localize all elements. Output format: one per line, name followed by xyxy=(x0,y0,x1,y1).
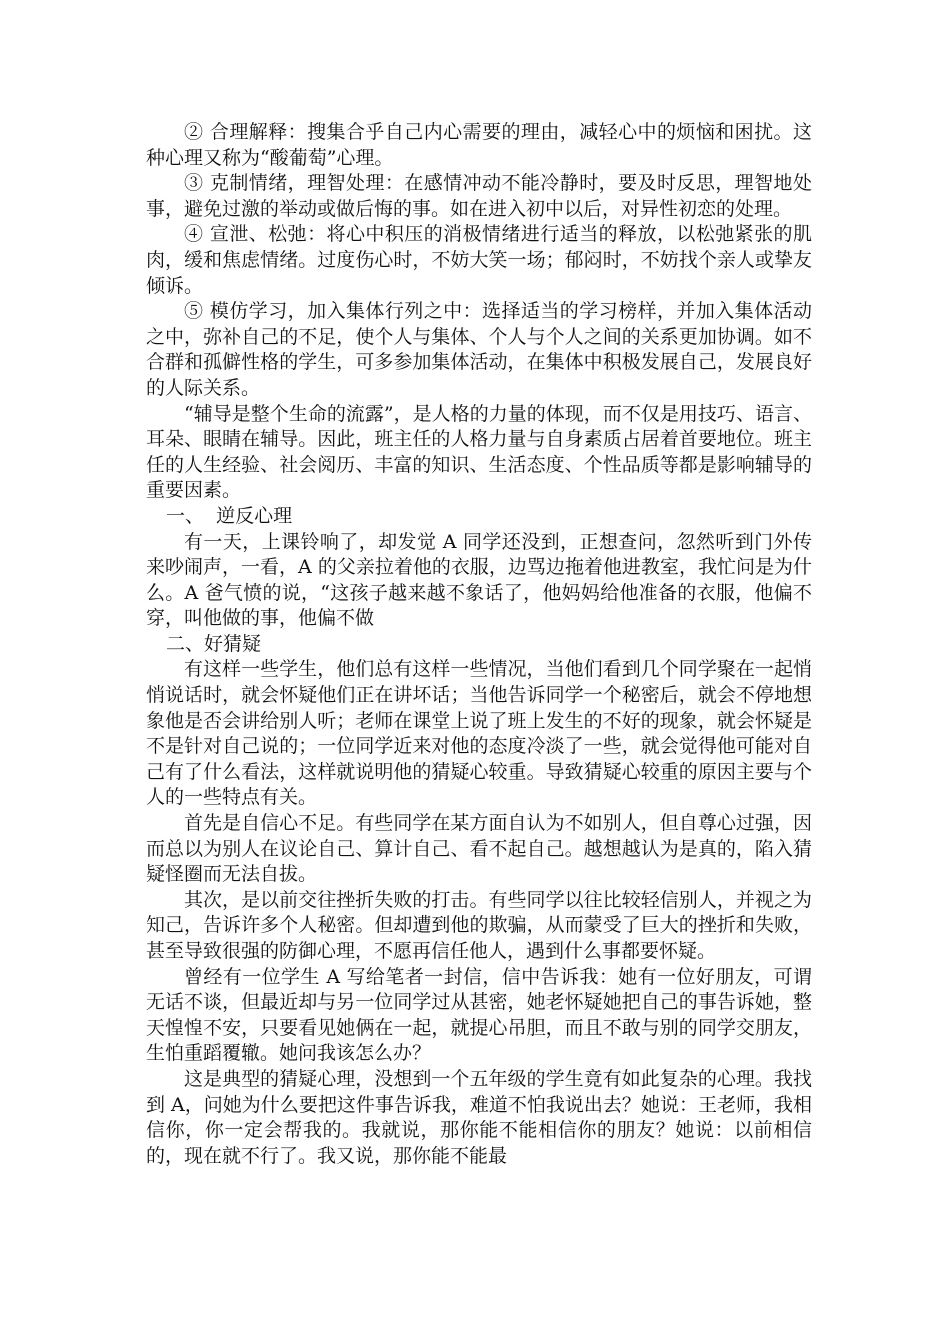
document-body xyxy=(146,120,812,1169)
paragraph: 首先是自信心不足。有些同学在某方面自认为不如别人，但自尊心过强，因而总以为别人在议论自己、算计自己、看不起自己。越想越认为是真的，陷入猜疑怪圈而无法自拔。 xyxy=(146,812,812,886)
paragraph: 有一天，上课铃响了，却发觉 A 同学还没到，正想查问，忽然听到门外传来吵闹声，一看，A 的父亲拉着他的衣服，边骂边拖着他进教室，我忙问是为什么。A 爸气愤的说，“这孩子越来越不象话了，他妈妈给他准备的衣服，他偏不穿，叫他做的事，他偏不做 xyxy=(146,530,812,630)
paragraph: 有这样一些学生，他们总有这样一些情况，当他们看到几个同学聚在一起悄悄说话时，就会怀疑他们正在讲坏话；当他告诉同学一个秘密后，就会不停地想象他是否会讲给别人听；老师在课堂上说了班上发生的不好的现象，就会怀疑是不是针对自己说的；一位同学近来对他的态度冷淡了一些，就会觉得他可能对自己有了什么看法，这样就说明他的猜疑心较重。导致猜疑心较重的原因主要与个人的一些特点有关。 xyxy=(146,658,812,809)
paragraph: ⑤ 模仿学习，加入集体行列之中：选择适当的学习榜样，并加入集体活动之中，弥补自己的不足，使个人与集体、个人与个人之间的关系更加协调。如不合群和孤僻性格的学生，可多参加集体活动，在集体中积极发展自己，发展良好的人际关系。 xyxy=(146,300,812,399)
section-heading-rebellious-psychology: 一、 逆反心理 xyxy=(166,504,293,527)
paragraph: ④ 宣泄、松弛：将心中积压的消极情绪进行适当的释放，以松弛紧张的肌肉，缓和焦虑情绪。过度伤心时，不妨大笑一场；郁闷时，不妨找个亲人或挚友倾诉。 xyxy=(146,223,812,297)
paragraph: “辅导是整个生命的流露”，是人格的力量的体现，而不仅是用技巧、语言、耳朵、眼睛在辅导。因此，班主任的人格力量与自身素质占居着首要地位。班主任的人生经验、社会阅历、丰富的知识、生活态度、个性品质等都是影响辅导的重要因素。 xyxy=(146,402,812,502)
paragraph: ② 合理解释：搜集合乎自己内心需要的理由，减轻心中的烦恼和困扰。这种心理又称为“酸葡萄”心理。 xyxy=(146,121,812,169)
paragraph: 其次，是以前交往挫折失败的打击。有些同学以往比较轻信别人，并视之为知己，告诉许多个人秘密。但却遭到他的欺骗，从而蒙受了巨大的挫折和失败，甚至导致很强的防御心理，不愿再信任他人，遇到什么事都要怀疑。 xyxy=(146,888,812,962)
section-heading-suspicion: 二、好猜疑 xyxy=(166,632,262,655)
paragraph: 曾经有一位学生 A 写给笔者一封信，信中告诉我：她有一位好朋友，可谓无话不谈，但最近却与另一位同学过从甚密，她老怀疑她把自己的事告诉她，整天惶惶不安，只要看见她俩在一起，就提心吊胆，而且不敢与别的同学交朋友，生怕重蹈覆辙。她问我该怎么办？ xyxy=(146,965,812,1065)
paragraph: ③ 克制情绪，理智处理：在感情冲动不能冷静时，要及时反思，理智地处事，避免过激的举动或做后悔的事。如在进入初中以后，对异性初恋的处理。 xyxy=(146,172,812,220)
paragraph: 这是典型的猜疑心理，没想到一个五年级的学生竟有如此复杂的心理。我找到 A，问她为什么要把这件事告诉我，难道不怕我说出去？她说：王老师，我相信你，你一定会帮我的。我就说，那你能不能相信你的朋友？她说：以前相信的，现在就不行了。我又说，那你能不能最 xyxy=(146,1067,812,1167)
